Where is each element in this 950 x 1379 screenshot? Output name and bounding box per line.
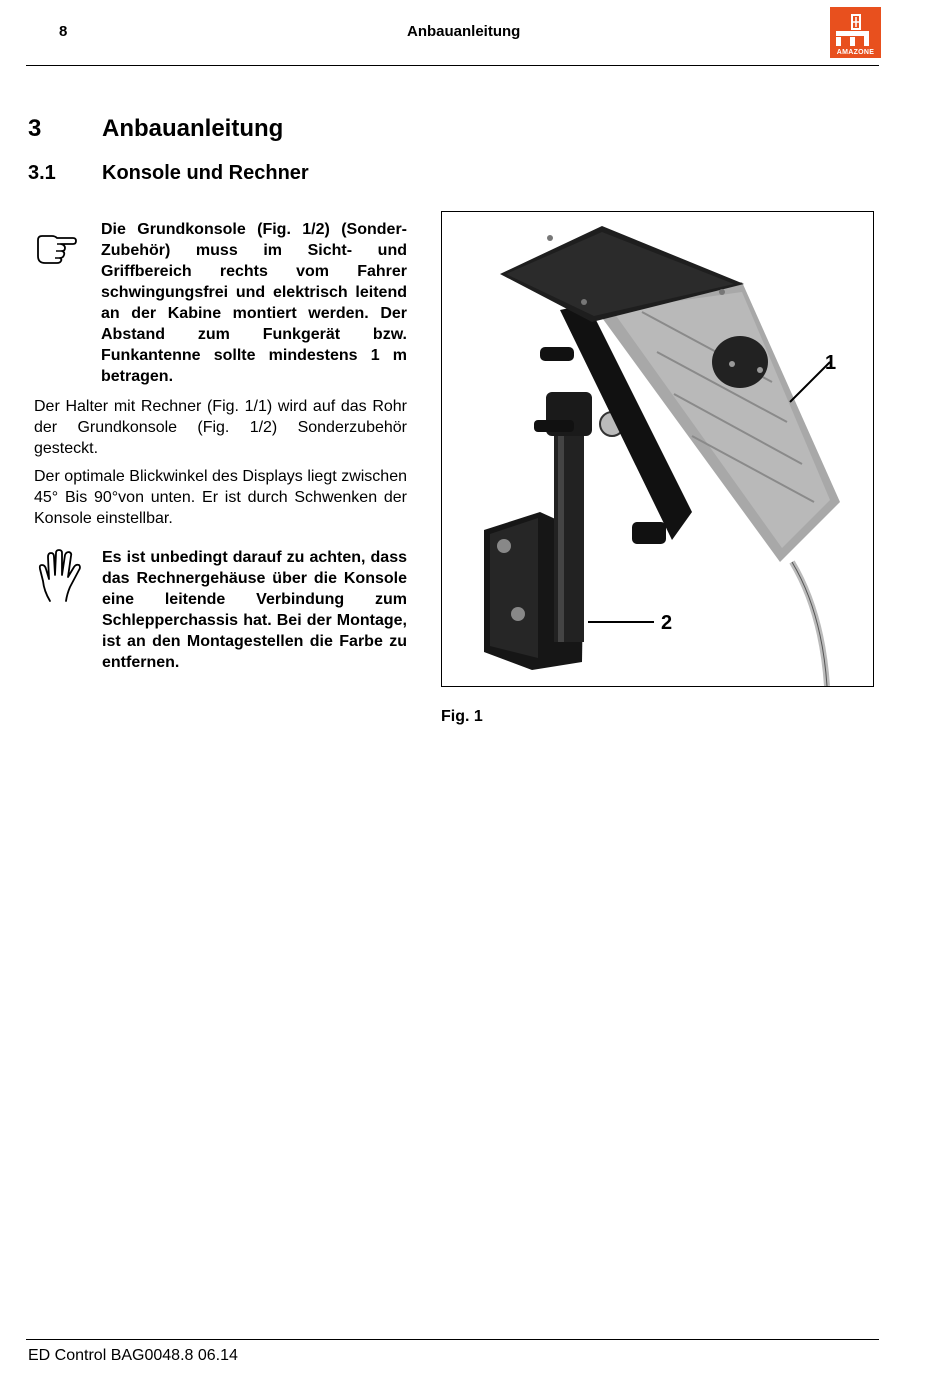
note-warning-text: Es ist unbedingt darauf zu achten, dass das Rechnergehäuse über die Konsole eine leitende Verbindung zum Schlepperchassis hat. Bei der Montage, ist an den Montagestellen die Farbe zu entfernen. (102, 549, 407, 671)
pointing-hand-icon (35, 232, 77, 269)
page-number: 8 (59, 23, 68, 40)
footer-text: ED Control BAG0048.8 06.14 (28, 1347, 238, 1364)
section-title: Anbauanleitung (102, 115, 284, 142)
footer-rule (26, 1339, 879, 1340)
running-title: Anbauanleitung (407, 23, 521, 40)
logo-text: AMAZONE (836, 49, 875, 56)
note-pointer-text: Die Grundkonsole (Fig. 1/2) (Sonder-Zubehör) muss im Sicht- und Griffbereich rechts vom Fahrer schwingungsfrei und elektrisch leitend an der Kabine montiert werden. Der Abstand zum Funkgerät bzw. Funkantenne sollte mindestens 1 m betragen. (101, 221, 407, 385)
amazone-logo (830, 7, 881, 58)
subsection-title: Konsole und Rechner (102, 162, 309, 184)
console-computer-illustration (442, 212, 873, 686)
paragraph-halter: Der Halter mit Rechner (Fig. 1/1) wird auf das Rohr der Grundkonsole (Fig. 1/2) Sonderzubehör gesteckt. (34, 398, 407, 457)
header-rule (26, 65, 879, 66)
callout-1: 1 (825, 352, 837, 374)
section-number: 3 (28, 115, 42, 142)
callout-2: 2 (661, 612, 673, 634)
raised-hand-icon (36, 549, 86, 608)
figure-1-photo (441, 211, 874, 687)
paragraph-blickwinkel: Der optimale Blickwinkel des Displays liegt zwischen 45° Bis 90°von unten. Er ist durch Schwenken der Konsole einstellbar. (34, 468, 407, 527)
figure-caption: Fig. 1 (441, 708, 483, 725)
subsection-number: 3.1 (28, 162, 56, 184)
